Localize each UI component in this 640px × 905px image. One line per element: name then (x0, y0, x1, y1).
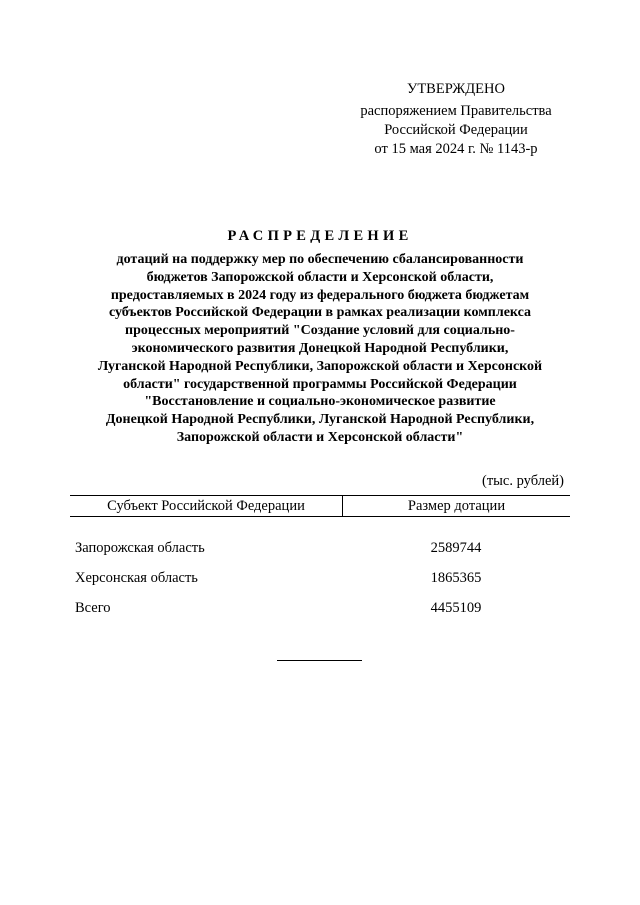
row-subject: Всего (75, 600, 111, 616)
document-heading: РАСПРЕДЕЛЕНИЕ (227, 228, 413, 244)
approved-label: УТВЕРЖДЕНО (407, 81, 505, 97)
subtitle-line: дотаций на поддержку мер по обеспечению сбалансированности (116, 252, 524, 267)
row-amount: 4455109 (430, 600, 482, 616)
row-amount: 2589744 (430, 540, 482, 556)
row-subject: Запорожская область (75, 540, 205, 556)
approval-line-2: Российской Федерации (384, 122, 528, 138)
approval-line-1: распоряжением Правительства (360, 103, 552, 119)
subtitle-line: бюджетов Запорожской области и Херсонской области, (146, 269, 494, 285)
header-amount: Размер дотации (407, 498, 506, 514)
end-separator-line (277, 660, 362, 661)
header-subject: Субъект Российской Федерации (70, 496, 343, 516)
subtitle-line: предоставляемых в 2024 году из федерального бюджета бюджетам (110, 287, 530, 303)
subtitle-line: Донецкой Народной Республики, Луганской Народной Республики, (105, 412, 535, 428)
subtitle-line: области" государственной программы Российской Федерации (123, 376, 517, 392)
subtitle-line: Запорожской области и Херсонской области" (176, 429, 464, 445)
table-row (70, 533, 570, 563)
row-subject: Херсонская область (75, 570, 198, 586)
subtitle-line: процессных мероприятий "Создание условий для социально- (125, 323, 515, 339)
distribution-table (70, 495, 570, 623)
table-header (70, 495, 570, 517)
subtitle-line: субъектов Российской Федерации в рамках реализации комплекса (108, 305, 532, 321)
approval-block (330, 80, 582, 159)
table-row (70, 563, 570, 593)
approval-line-3: от 15 мая 2024 г. № 1143-р (374, 141, 538, 157)
units-label: (тыс. рублей) (482, 473, 564, 489)
subtitle-line: экономического развития Донецкой Народной Республики, (131, 340, 509, 356)
document-subtitle (0, 251, 640, 447)
table-row-total (70, 593, 570, 623)
subtitle-line: Луганской Народной Республики, Запорожской области и Херсонской (97, 358, 543, 374)
row-amount: 1865365 (430, 570, 482, 586)
subtitle-line: "Восстановление и социально-экономическое развитие (144, 394, 496, 410)
